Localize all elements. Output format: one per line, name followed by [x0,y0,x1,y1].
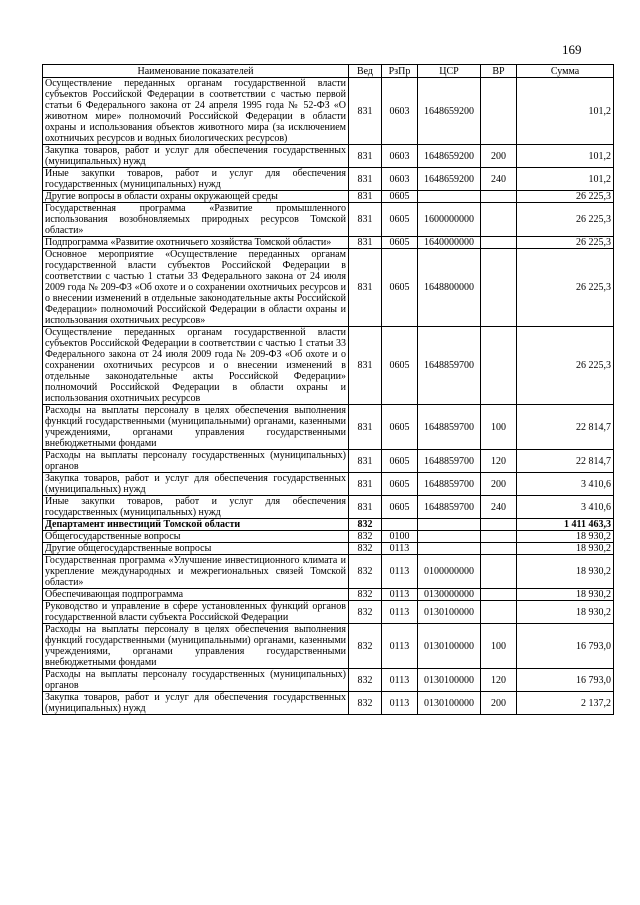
cell-name: Другие общегосударственные вопросы [43,543,349,555]
cell-name: Расходы на выплаты персоналу в целях обеспечения выполнения функций государственными (муниципальными) органами, казенными учреждениями, органами управления государственными внебюджетными фондами [43,624,349,669]
cell-ved: 831 [349,78,382,145]
cell-rzpr: 0605 [382,327,418,405]
cell-sum: 101,2 [517,78,614,145]
cell-csr: 1648859700 [418,405,481,450]
cell-rzpr: 0605 [382,496,418,519]
cell-ved: 831 [349,168,382,191]
cell-ved: 831 [349,237,382,249]
table-row [43,473,614,496]
table-row [43,543,614,555]
cell-sum: 1 411 463,3 [517,519,614,531]
cell-vr: 120 [481,669,517,692]
cell-rzpr: 0603 [382,145,418,168]
cell-vr [481,191,517,203]
cell-vr [481,601,517,624]
cell-name: Обеспечивающая подпрограмма [43,589,349,601]
header-rzpr: РзПр [382,65,418,78]
cell-name: Государственная программа «Развитие промышленного использования возобновляемых природных ресурсов Томской области» [43,203,349,237]
cell-rzpr: 0113 [382,543,418,555]
cell-ved: 832 [349,669,382,692]
table-row [43,203,614,237]
cell-sum: 26 225,3 [517,249,614,327]
table-row [43,519,614,531]
cell-ved: 831 [349,249,382,327]
cell-name: Расходы на выплаты персоналу в целях обеспечения выполнения функций государственными (муниципальными) органами, казенными учреждениями, органами управления государственными внебюджетными фондами [43,405,349,450]
cell-csr: 1648659200 [418,78,481,145]
cell-sum: 101,2 [517,145,614,168]
cell-csr: 1648859700 [418,473,481,496]
cell-csr: 1648659200 [418,145,481,168]
cell-name: Закупка товаров, работ и услуг для обеспечения государственных (муниципальных) нужд [43,145,349,168]
cell-name: Осуществление переданных органам государственной власти субъектов Российской Федерации в соответствии с частью 1 статьи 33 Федерального закона от 24 июля 2009 года № 209-ФЗ «Об охоте и о сохранении охотничьих ресурсов и о внесении изменений в отдельные законодательные акты Российской Федерации» полномочий Российской Федерации в области охраны и использования охотничьих ресурсов [43,327,349,405]
cell-name: Основное мероприятие «Осуществление переданных органам государственной власти субъектов Российской Федерации в соответствии с частью 1 статьи 33 Федерального закона от 24 июля 2009 года № 209-ФЗ «Об охоте и о сохранении охотничьих ресурсов и о внесении изменений в отдельные законодательные акты Российской Федерации» полномочий Российской Федерации в области охраны и использования охотничьих ресурсов» [43,249,349,327]
cell-vr [481,237,517,249]
cell-rzpr: 0605 [382,473,418,496]
cell-name: Иные закупки товаров, работ и услуг для обеспечения государственных (муниципальных) нужд [43,496,349,519]
cell-name: Государственная программа «Улучшение инвестиционного климата и укрепление международных и межрегиональных связей Томской области» [43,555,349,589]
cell-vr [481,589,517,601]
cell-sum: 18 930,2 [517,555,614,589]
cell-vr: 200 [481,145,517,168]
table-row [43,145,614,168]
cell-ved: 831 [349,327,382,405]
table-row [43,669,614,692]
cell-sum: 16 793,0 [517,624,614,669]
cell-rzpr: 0100 [382,531,418,543]
cell-csr [418,531,481,543]
cell-vr [481,78,517,145]
cell-ved: 832 [349,589,382,601]
cell-rzpr: 0603 [382,78,418,145]
cell-rzpr [382,519,418,531]
cell-csr: 1640000000 [418,237,481,249]
cell-name: Другие вопросы в области охраны окружающей среды [43,191,349,203]
cell-ved: 832 [349,692,382,715]
cell-rzpr: 0603 [382,168,418,191]
cell-sum: 18 930,2 [517,531,614,543]
cell-csr [418,191,481,203]
cell-sum: 26 225,3 [517,203,614,237]
table-row [43,692,614,715]
cell-vr: 100 [481,624,517,669]
cell-sum: 3 410,6 [517,473,614,496]
cell-rzpr: 0605 [382,450,418,473]
cell-ved: 832 [349,555,382,589]
cell-sum: 3 410,6 [517,496,614,519]
cell-ved: 831 [349,405,382,450]
table-row [43,555,614,589]
cell-name: Закупка товаров, работ и услуг для обеспечения государственных (муниципальных) нужд [43,692,349,715]
table-row [43,531,614,543]
budget-table [42,64,614,715]
cell-sum: 22 814,7 [517,450,614,473]
header-name: Наименование показателей [43,65,349,78]
cell-csr: 1648859700 [418,496,481,519]
cell-vr: 200 [481,692,517,715]
cell-vr: 100 [481,405,517,450]
cell-csr: 0130100000 [418,601,481,624]
header-vr: ВР [481,65,517,78]
cell-sum: 26 225,3 [517,327,614,405]
cell-csr: 1648659200 [418,168,481,191]
cell-rzpr: 0113 [382,692,418,715]
cell-rzpr: 0113 [382,555,418,589]
cell-ved: 832 [349,624,382,669]
cell-rzpr: 0605 [382,203,418,237]
table-row [43,327,614,405]
cell-csr: 1648859700 [418,450,481,473]
cell-sum: 18 930,2 [517,543,614,555]
table-row [43,249,614,327]
cell-sum: 2 137,2 [517,692,614,715]
cell-vr [481,531,517,543]
cell-name: Подпрограмма «Развитие охотничьего хозяйства Томской области» [43,237,349,249]
table-row [43,450,614,473]
cell-name: Расходы на выплаты персоналу государственных (муниципальных) органов [43,669,349,692]
cell-name: Департамент инвестиций Томской области [43,519,349,531]
cell-csr: 0130000000 [418,589,481,601]
cell-sum: 26 225,3 [517,237,614,249]
cell-csr: 0130100000 [418,669,481,692]
cell-csr: 0130100000 [418,624,481,669]
table-row [43,601,614,624]
cell-csr: 1648859700 [418,327,481,405]
cell-ved: 831 [349,145,382,168]
cell-sum: 18 930,2 [517,589,614,601]
cell-vr: 240 [481,168,517,191]
cell-name: Осуществление переданных органам государственной власти субъектов Российской Федерации в соответствии с частью первой статьи 6 Федерального закона от 24 апреля 1995 года № 52-ФЗ «О животном мире» полномочий Российской Федерации в области охраны и использования объектов животного мира (за исключением охотничьих ресурсов и водных биологических ресурсов) [43,78,349,145]
cell-csr: 0130100000 [418,692,481,715]
cell-name: Руководство и управление в сфере установленных функций органов государственной власти субъекта Российской Федерации [43,601,349,624]
cell-rzpr: 0605 [382,191,418,203]
cell-name: Закупка товаров, работ и услуг для обеспечения государственных (муниципальных) нужд [43,473,349,496]
cell-rzpr: 0605 [382,405,418,450]
cell-sum: 26 225,3 [517,191,614,203]
cell-name: Иные закупки товаров, работ и услуг для обеспечения государственных (муниципальных) нужд [43,168,349,191]
table-row [43,405,614,450]
cell-rzpr: 0605 [382,237,418,249]
cell-ved: 832 [349,543,382,555]
page-number: 169 [562,42,582,57]
table-row [43,589,614,601]
header-sum: Сумма [517,65,614,78]
table-row [43,237,614,249]
cell-sum: 18 930,2 [517,601,614,624]
cell-rzpr: 0113 [382,624,418,669]
cell-ved: 831 [349,473,382,496]
cell-vr [481,203,517,237]
cell-vr [481,543,517,555]
cell-rzpr: 0113 [382,669,418,692]
cell-name: Общегосударственные вопросы [43,531,349,543]
cell-ved: 832 [349,531,382,543]
cell-vr: 200 [481,473,517,496]
cell-ved: 831 [349,496,382,519]
cell-csr: 0100000000 [418,555,481,589]
cell-csr [418,543,481,555]
table-row [43,191,614,203]
cell-csr: 1600000000 [418,203,481,237]
cell-rzpr: 0605 [382,249,418,327]
table-row [43,496,614,519]
cell-ved: 831 [349,203,382,237]
cell-sum: 101,2 [517,168,614,191]
cell-vr [481,327,517,405]
cell-csr: 1648800000 [418,249,481,327]
table-header-row [43,65,614,78]
cell-sum: 16 793,0 [517,669,614,692]
cell-vr [481,249,517,327]
cell-name: Расходы на выплаты персоналу государственных (муниципальных) органов [43,450,349,473]
cell-ved: 831 [349,450,382,473]
cell-vr: 120 [481,450,517,473]
table-row [43,78,614,145]
cell-vr: 240 [481,496,517,519]
table-row [43,624,614,669]
cell-rzpr: 0113 [382,601,418,624]
cell-rzpr: 0113 [382,589,418,601]
cell-ved: 832 [349,601,382,624]
cell-sum: 22 814,7 [517,405,614,450]
cell-csr [418,519,481,531]
cell-ved: 832 [349,519,382,531]
header-csr: ЦСР [418,65,481,78]
cell-ved: 831 [349,191,382,203]
cell-vr [481,555,517,589]
cell-vr [481,519,517,531]
header-ved: Вед [349,65,382,78]
table-row [43,168,614,191]
